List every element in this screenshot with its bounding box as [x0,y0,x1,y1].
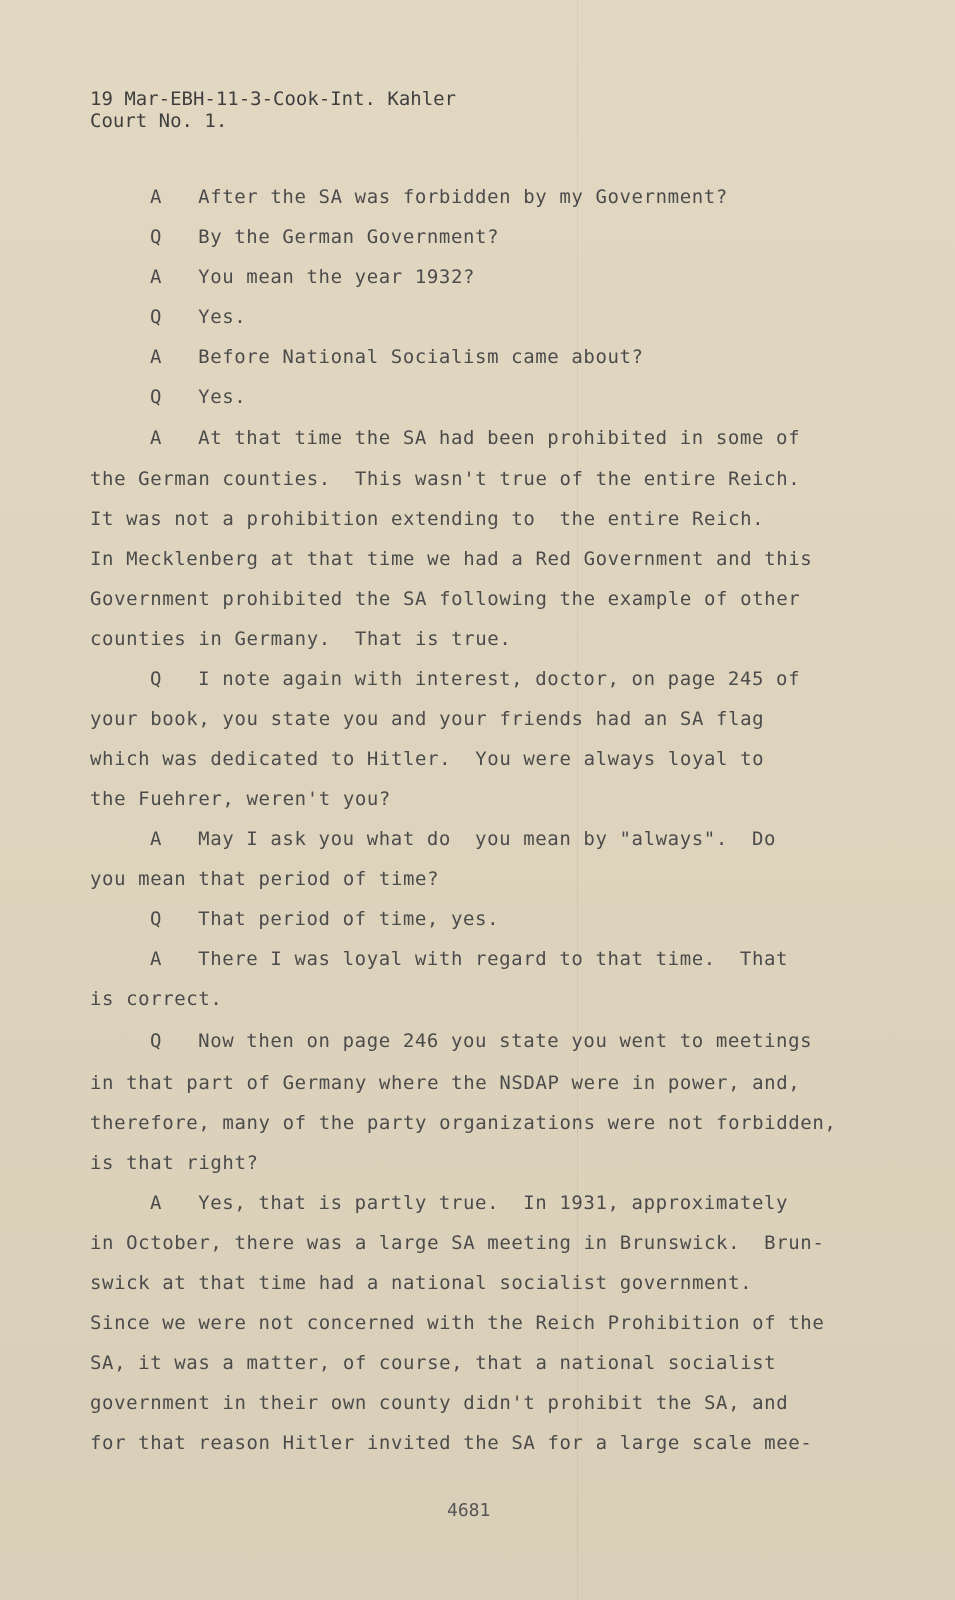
transcript-line: A You mean the year 1932? [150,266,476,288]
transcript-line: Q That period of time, yes. [150,908,500,930]
transcript-line: Q Yes. [150,386,247,408]
transcript-line: swick at that time had a national socialist government. [90,1272,753,1294]
transcript-line: A After the SA was forbidden by my Government? [150,186,728,208]
transcript-line: It was not a prohibition extending to the entire Reich. [90,508,765,530]
header-court-line: Court No. 1. [90,110,228,132]
transcript-line: counties in Germany. That is true. [90,628,512,650]
transcript-line: Q By the German Government? [150,226,500,248]
transcript-line: SA, it was a matter, of course, that a national socialist [90,1352,777,1374]
transcript-line: the Fuehrer, weren't you? [90,788,391,810]
transcript-line: therefore, many of the party organizations were not forbidden, [90,1112,837,1134]
transcript-line: A At that time the SA had been prohibited in some of [150,427,801,449]
transcript-line: A Yes, that is partly true. In 1931, approximately [150,1192,789,1214]
transcript-line: in that part of Germany where the NSDAP were in power, and, [90,1072,801,1094]
transcript-line: Q I note again with interest, doctor, on page 245 of [150,668,801,690]
transcript-line: for that reason Hitler invited the SA for a large scale mee- [90,1432,813,1454]
transcript-line: which was dedicated to Hitler. You were always loyal to [90,748,765,770]
transcript-line: your book, you state you and your friends had an SA flag [90,708,765,730]
transcript-line: is correct. [90,988,223,1010]
transcript-line: Government prohibited the SA following the example of other [90,588,801,610]
transcript-line: Q Now then on page 246 you state you went to meetings [150,1030,813,1052]
transcript-line: A There I was loyal with regard to that time. That [150,948,789,970]
header-reference-line: 19 Mar-EBH-11-3-Cook-Int. Kahler [90,88,457,110]
transcript-line: A May I ask you what do you mean by "always". Do [150,828,777,850]
transcript-line: government in their own county didn't prohibit the SA, and [90,1392,789,1414]
transcript-line: A Before National Socialism came about? [150,346,644,368]
transcript-line: Since we were not concerned with the Reich Prohibition of the [90,1312,825,1334]
transcript-line: in October, there was a large SA meeting in Brunswick. Brun- [90,1232,825,1254]
transcript-line: Q Yes. [150,306,247,328]
transcript-line: you mean that period of time? [90,868,440,890]
transcript-line: is that right? [90,1152,259,1174]
transcript-line: In Mecklenberg at that time we had a Red Government and this [90,548,813,570]
transcript-line: the German counties. This wasn't true of the entire Reich. [90,468,801,490]
page-number: 4681 [447,1500,491,1521]
document-header [90,88,456,132]
